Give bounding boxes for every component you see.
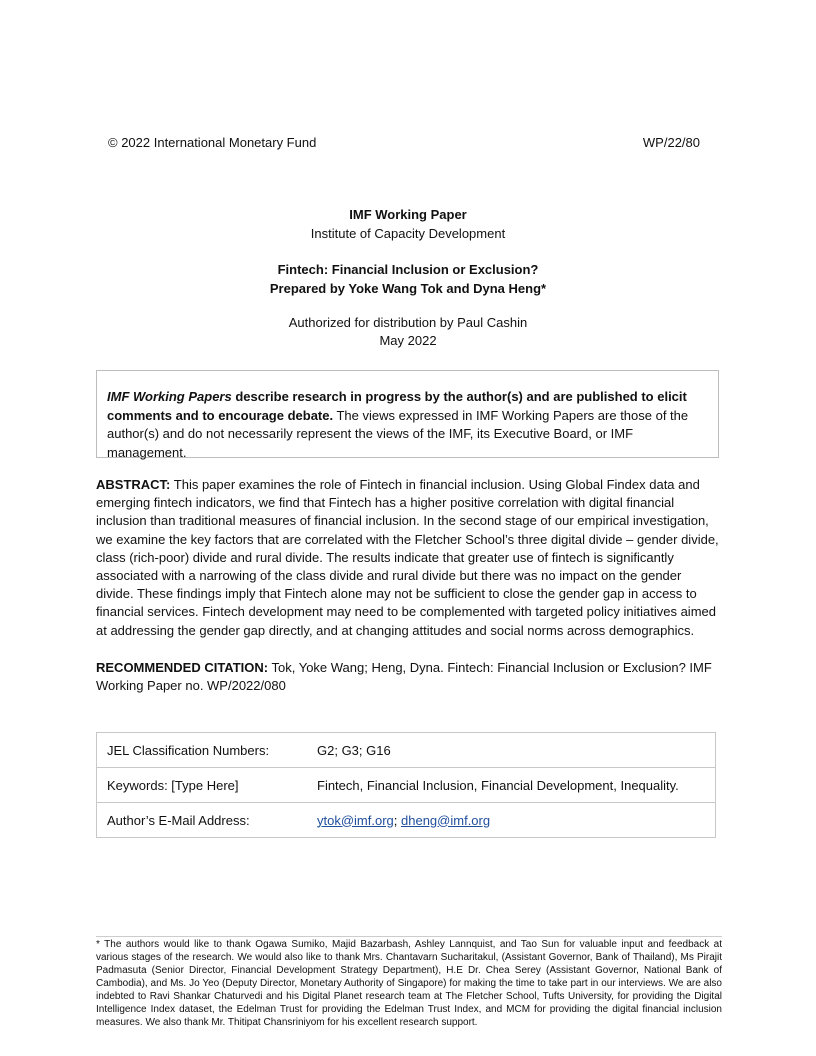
publication-date: May 2022: [379, 333, 437, 348]
jel-label: JEL Classification Numbers:: [97, 733, 308, 768]
disclaimer-text: The views expressed in IMF Working Papers are those of the author(s) and do not necessarily represent the views of the IMF, its Executive Board, or IMF management.: [107, 407, 689, 460]
email-value: [307, 803, 716, 838]
abstract-text: This paper examines the role of Fintech in financial inclusion. Using Global Findex data and emerging fintech indicators, we find that Fintech has a higher positive correlation with digital financial inclusion than traditional measures of financial inclusion. In the second stage of our empirical investigation, we examine the key factors that are correlated with the Fletcher School’s three digital divide – gender divide, class (rich-poor) divide and rural divide. The results indicate that greater use of fintech is significantly associated with a narrowing of the class divide and rural divide but there was no impact on the gender divide. These findings imply that Fintech alone may not be sufficient to close the gender gap in access to financial services. Fintech development may need to be complemented with targeted policy initiatives aimed at addressing the gender gap directly, and at changing attitudes and social norms across demographics.: [96, 477, 719, 638]
footnote: * The authors would like to thank Ogawa Sumiko, Majid Bazarbash, Ashley Lannquist, and Tao Sun for valuable input and feedback at various stages of the research. We would also like to thank Mrs. Chantavarn Sucharitakul, (Assistant Governor, Bank of Thailand), Ms Pirajit Padmasuta (Senior Director, Financial Development Strategy Department), H.E Dr. Chea Serey (Assistant Governor, National Bank of Cambodia), and Ms. Jo Yeo (Deputy Director, Monetary Authority of Singapore) for making the time to take part in our interviews. We are also indebted to Ravi Shankar Chaturvedi and his Digital Planet research team at The Fletcher School, Tufts University, for providing the Digital Intelligence Index dataset, the Edelman Trust for providing the Edelman Trust Index, and MCM for providing the digital financial inclusion measures. We also thank Mr. Thitipat Chansriniyom for his excellent research support.: [96, 939, 722, 1028]
abstract-label: ABSTRACT:: [96, 477, 171, 492]
copyright-notice: © 2022 International Monetary Fund: [108, 135, 317, 150]
citation-label: RECOMMENDED CITATION:: [96, 660, 269, 675]
recommended-citation: [96, 659, 722, 695]
disclaimer-lead: IMF Working Papers: [107, 389, 232, 404]
authorized-by: Authorized for distribution by Paul Cashin: [288, 315, 528, 330]
abstract: [96, 476, 722, 640]
email-label: Author’s E-Mail Address:: [97, 803, 308, 838]
keywords-label: Keywords: [Type Here]: [97, 768, 308, 803]
disclaimer-box: [96, 370, 719, 458]
disclaimer-bold: describe research in progress by the author(s) and are published to elicit comments and to encourage debate.: [107, 389, 687, 423]
citation-text: Tok, Yoke Wang; Heng, Dyna. Fintech: Financial Inclusion or Exclusion? IMF Working Paper no. WP/2022/080: [96, 660, 712, 694]
paper-number: WP/22/80: [642, 135, 700, 150]
email-separator: ;: [393, 812, 402, 828]
table-row: [97, 768, 716, 803]
jel-value: G2; G3; G16: [307, 733, 716, 768]
table-row: [97, 803, 716, 838]
email-link-ytok[interactable]: ytok@imf.org: [317, 812, 394, 828]
keywords-value: Fintech, Financial Inclusion, Financial Development, Inequality.: [307, 768, 716, 803]
metadata-table: [96, 732, 716, 838]
series-title: IMF Working Paper: [349, 207, 467, 222]
authors-line: Prepared by Yoke Wang Tok and Dyna Heng*: [269, 281, 547, 296]
department: Institute of Capacity Development: [310, 226, 506, 241]
table-row: [97, 733, 716, 768]
footnote-divider: [96, 936, 722, 937]
paper-title: Fintech: Financial Inclusion or Exclusion?: [277, 262, 539, 277]
email-link-dheng[interactable]: dheng@imf.org: [401, 812, 491, 828]
